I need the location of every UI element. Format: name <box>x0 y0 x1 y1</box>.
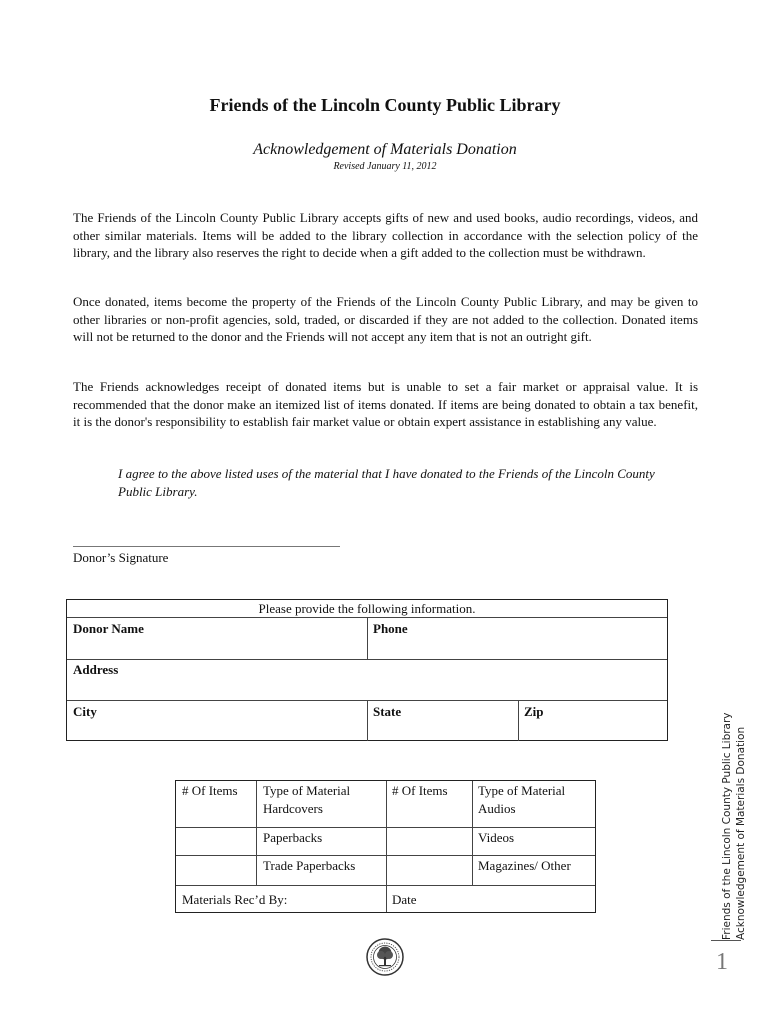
page-title: Friends of the Lincoln County Public Library <box>209 95 561 115</box>
received-by-label: Materials Rec’d By: <box>182 892 288 907</box>
divider <box>518 700 519 741</box>
type-videos: Videos <box>478 830 515 845</box>
divider <box>67 659 667 660</box>
divider <box>472 781 473 885</box>
divider <box>367 617 368 659</box>
type-magazines-other: Magazines/ Other <box>478 858 571 873</box>
divider <box>176 827 595 828</box>
donor-table-caption: Please provide the following information. <box>258 601 476 616</box>
divider <box>367 700 368 741</box>
divider <box>176 855 595 856</box>
revised-date: Revised January 11, 2012 <box>333 161 437 172</box>
divider <box>176 885 595 886</box>
side-document-label <box>720 650 748 940</box>
page-number: 1 <box>716 949 728 975</box>
agreement-statement: I agree to the above listed uses of the material that I have donated to the Friends of the Lincoln County Public Library. <box>118 466 655 499</box>
side-divider <box>711 940 741 941</box>
header-items-right: # Of Items <box>392 783 448 798</box>
type-hardcovers: Hardcovers <box>263 801 323 816</box>
paragraph-value: The Friends acknowledges receipt of donated items but is unable to set a fair market or appraisal value. It is recommended that the donor make an itemized list of items donated. If items are being donated to obtain a tax benefit, it is the donor's responsibility to establish fair market value or obtain expert assistance in establishing any value. <box>73 379 698 429</box>
type-paperbacks: Paperbacks <box>263 830 323 845</box>
phone-label: Phone <box>373 621 408 636</box>
side-label-line1: Friends of the Lincoln County Public Library <box>721 712 733 940</box>
zip-label: Zip <box>524 704 544 719</box>
page-subtitle: Acknowledgement of Materials Donation <box>253 141 517 158</box>
signature-label: Donor’s Signature <box>73 550 169 565</box>
paragraph-property: Once donated, items become the property of the Friends of the Lincoln County Public Library, and may be given to other libraries or non-profit agencies, sold, traded, or discarded if they are not added to the collection. Donated items will not be returned to the donor and the Friends will not accept any item that is not an outright gift. <box>73 294 698 344</box>
header-type-right: Type of Material <box>478 783 566 798</box>
signature-line[interactable] <box>73 546 340 547</box>
library-seal-icon <box>366 938 404 976</box>
header-items-left: # Of Items <box>182 783 238 798</box>
donor-name-label: Donor Name <box>73 621 144 636</box>
address-label: Address <box>73 662 119 677</box>
side-label-line2: Acknowledgement of Materials Donation <box>735 726 747 940</box>
divider <box>386 781 387 912</box>
state-label: State <box>373 704 402 719</box>
type-trade-paperbacks: Trade Paperbacks <box>263 858 356 873</box>
divider <box>256 781 257 885</box>
city-label: City <box>73 704 97 719</box>
date-label: Date <box>392 892 417 907</box>
donor-info-table <box>66 599 668 741</box>
header-type-left: Type of Material <box>263 783 351 798</box>
type-audios: Audios <box>478 801 516 816</box>
materials-table <box>175 780 596 913</box>
paragraph-gifts: The Friends of the Lincoln County Public Library accepts gifts of new and used books, audio recordings, videos, and other similar materials. Items will be added to the library collection in accordance with the selection policy of the library, and the library also reserves the right to decide when a gift added to the collection must be withdrawn. <box>73 210 698 260</box>
